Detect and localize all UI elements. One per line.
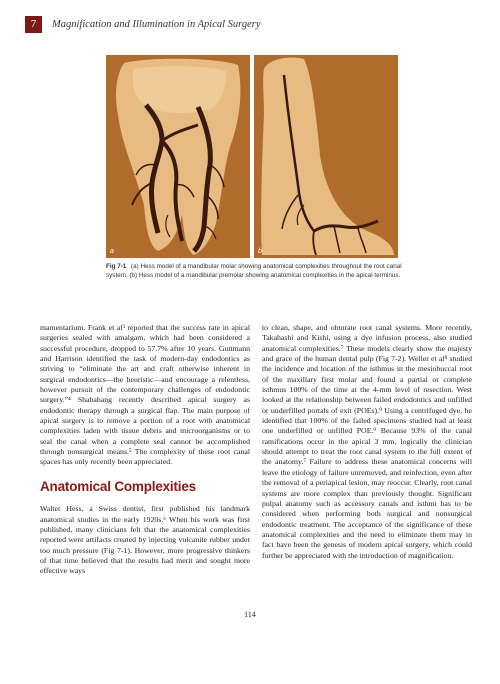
figure-caption-text: (a) Hess model of a mandibular molar showing anatomical complexities throughout the root canal system. (b) Hess model of a mandibular premolar showing anatomical complexities in the apical terminus. [106,263,402,279]
running-header [25,16,261,32]
panel-label-b: b [258,248,262,255]
section-heading: Anatomical Complexities [40,478,196,494]
figure-panel-a [106,55,250,258]
body-paragraph: Walter Hess, a Swiss dentist, first published his landmark anatomical studies in the early 1920s.⁶ When his work was first published, many clinicians felt that the anatomical complexities reported were artifacts created by injecting vulcanite rubber under too much pressure (Fig 7-1). However, more progressive thinkers of that time believed that the results had merit and sought more effective ways [40,504,250,576]
figure-panel-b [254,55,398,258]
figure-caption-number: Fig 7-1 [106,263,127,270]
panel-label-a: a [110,248,114,255]
right-column [262,323,472,561]
page-number: 114 [244,610,256,619]
running-title: Magnification and Illumination in Apical Surgery [52,18,261,30]
figure-7-1 [106,55,398,258]
left-column [40,323,250,577]
figure-caption [106,263,402,280]
hess-model-premolar-image [254,55,398,258]
body-paragraph: mamentarium. Frank et al³ reported that the success rate in apical surgeries sealed with amalgam, which had been considered a successful procedure, dropped to 57.7% after 10 years. Guttmann and Harrison identified the task of modern-day endodontics as striving to “eliminate the art and craft otherwise inherent in surgical endodontics—the heuristic—and encourage a relentless, however pursuit of the contemporary challenges of endodontic surgery.”⁴ Shabahang recently described apical surgery as endodontic therapy through a surgical flap. The main purpose of apical surgery is to remove a portion of a root with anatomical complexities laden with tissue debris and microorganisms or to seal the canal when a complete seal cannot be accomplished through nonsurgical means.⁵ The complexity of these root canal spaces has only recently been appreciated. [40,323,250,467]
body-paragraph: to clean, shape, and obturate root canal systems. More recently, Takahashi and Kishi, using a dye infusion process, also studied anatomical complexities.⁷ These models clearly show the majesty and grace of the human dental pulp (Fig 7-2). Weller et al⁸ studied the incidence and location of the isthmus in the mesiobuccal root of the maxillary first molar and found a partial or complete isthmus 100% of the time at the 4-mm level of resection. West looked at the relationship between failed endodontics and unfilled or underfilled portals of exit (POEs).⁹ Using a centrifuged dye, he identified that 100% of the failed specimens studied had at least one underfilled or unfilled POE.⁹ Because 93% of the canal ramifications occur in the apical 3 mm, logically the clinician should attempt to treat the root canal system to the full extent of the anatomy.⁷ Failure to address these anatomical concerns will leave the etiology of failure unremoved, and reinfection, even after the removal of a periapical lesion, may reoccur. Clearly, root canal systems are more complex than previously thought. Significant pulpal anatomy such as accessory canals and isthmi has to be considered when performing both surgical and nonsurgical endodontic treatment. The acceptance of the significance of these anatomical complexities and the need to eliminate them may in fact have been the genesis of modern apical surgery, which could further be appreciated with the introduction of magnification. [262,323,472,560]
chapter-number-badge: 7 [25,16,42,33]
hess-model-molar-image [106,55,250,258]
